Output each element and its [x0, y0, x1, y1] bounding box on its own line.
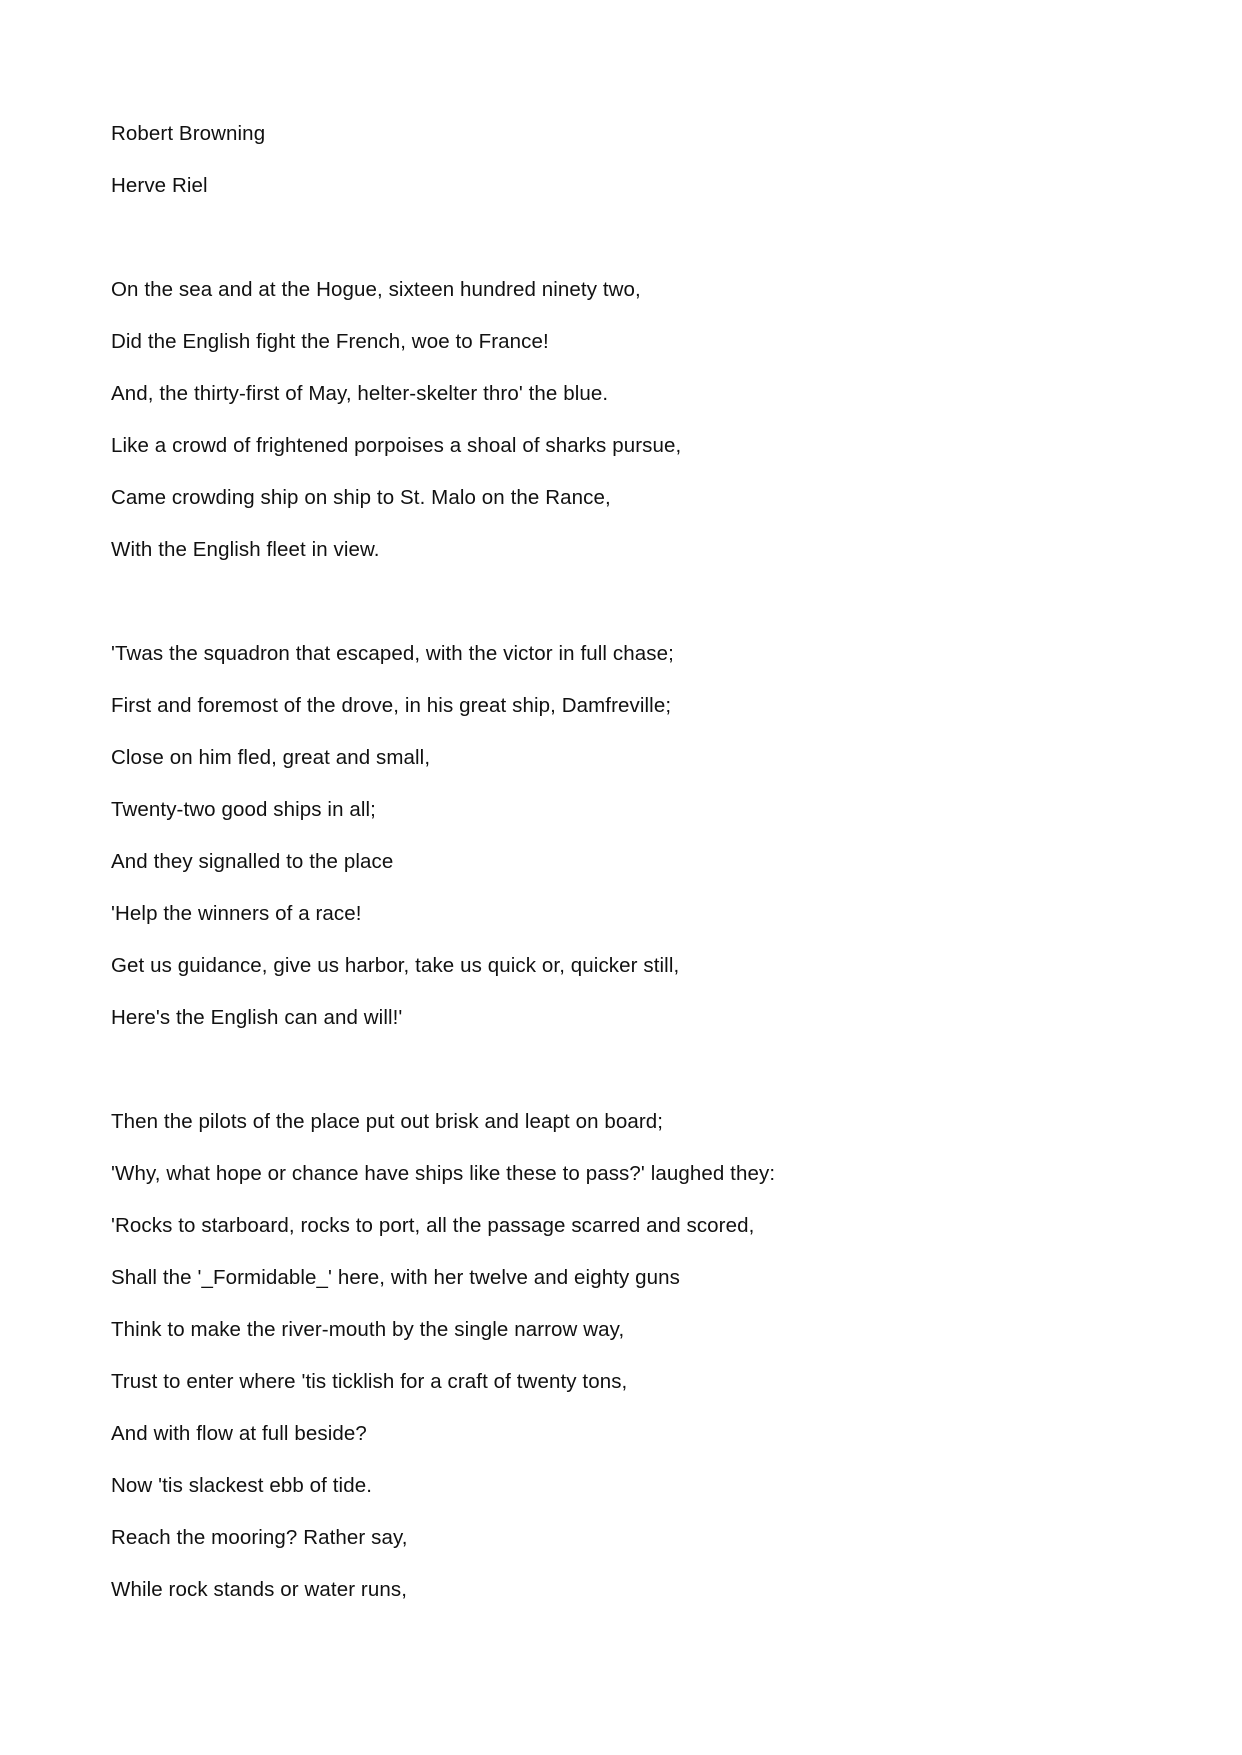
poem-line: Like a crowd of frightened porpoises a shoal of sharks pursue, [111, 434, 682, 457]
poem-line: Came crowding ship on ship to St. Malo on the Rance, [111, 486, 611, 509]
stanza-3 [111, 1096, 1131, 1616]
stanza-gap [111, 1044, 1131, 1096]
poem-line: Did the English fight the French, woe to France! [111, 330, 549, 353]
poem-line: Get us guidance, give us harbor, take us quick or, quicker still, [111, 954, 680, 977]
poem-line: Trust to enter where 'tis ticklish for a craft of twenty tons, [111, 1370, 628, 1393]
poem-line: And, the thirty-first of May, helter-skelter thro' the blue. [111, 382, 609, 405]
author-line: Robert Browning [111, 122, 266, 145]
poem-line: 'Rocks to starboard, rocks to port, all the passage scarred and scored, [111, 1214, 755, 1237]
poem-line: Close on him fled, great and small, [111, 746, 431, 769]
poem-line: 'Twas the squadron that escaped, with the victor in full chase; [111, 642, 674, 665]
poem-line: Now 'tis slackest ebb of tide. [111, 1474, 373, 1497]
stanza-gap [111, 212, 1131, 264]
poem-line: 'Help the winners of a race! [111, 902, 362, 925]
poem-title: Herve Riel [111, 174, 208, 197]
poem-line: Think to make the river-mouth by the single narrow way, [111, 1318, 625, 1341]
poem-line: 'Why, what hope or chance have ships like these to pass?' laughed they: [111, 1162, 776, 1185]
stanza-1 [111, 264, 1131, 576]
poem-line: And with flow at full beside? [111, 1422, 367, 1445]
poem-line: Reach the mooring? Rather say, [111, 1526, 408, 1549]
poem-line: And they signalled to the place [111, 850, 394, 873]
poem-line: Twenty-two good ships in all; [111, 798, 376, 821]
stanza-gap [111, 576, 1131, 628]
poem-line: Then the pilots of the place put out brisk and leapt on board; [111, 1110, 664, 1133]
poem-line: With the English fleet in view. [111, 538, 380, 561]
document-body [111, 108, 1131, 1616]
poem-line: First and foremost of the drove, in his great ship, Damfreville; [111, 694, 672, 717]
poem-line: Here's the English can and will!' [111, 1006, 403, 1029]
poem-line: On the sea and at the Hogue, sixteen hundred ninety two, [111, 278, 641, 301]
poem-line: Shall the '_Formidable_' here, with her twelve and eighty guns [111, 1266, 680, 1289]
stanza-2 [111, 628, 1131, 1044]
poem-line: While rock stands or water runs, [111, 1578, 407, 1601]
